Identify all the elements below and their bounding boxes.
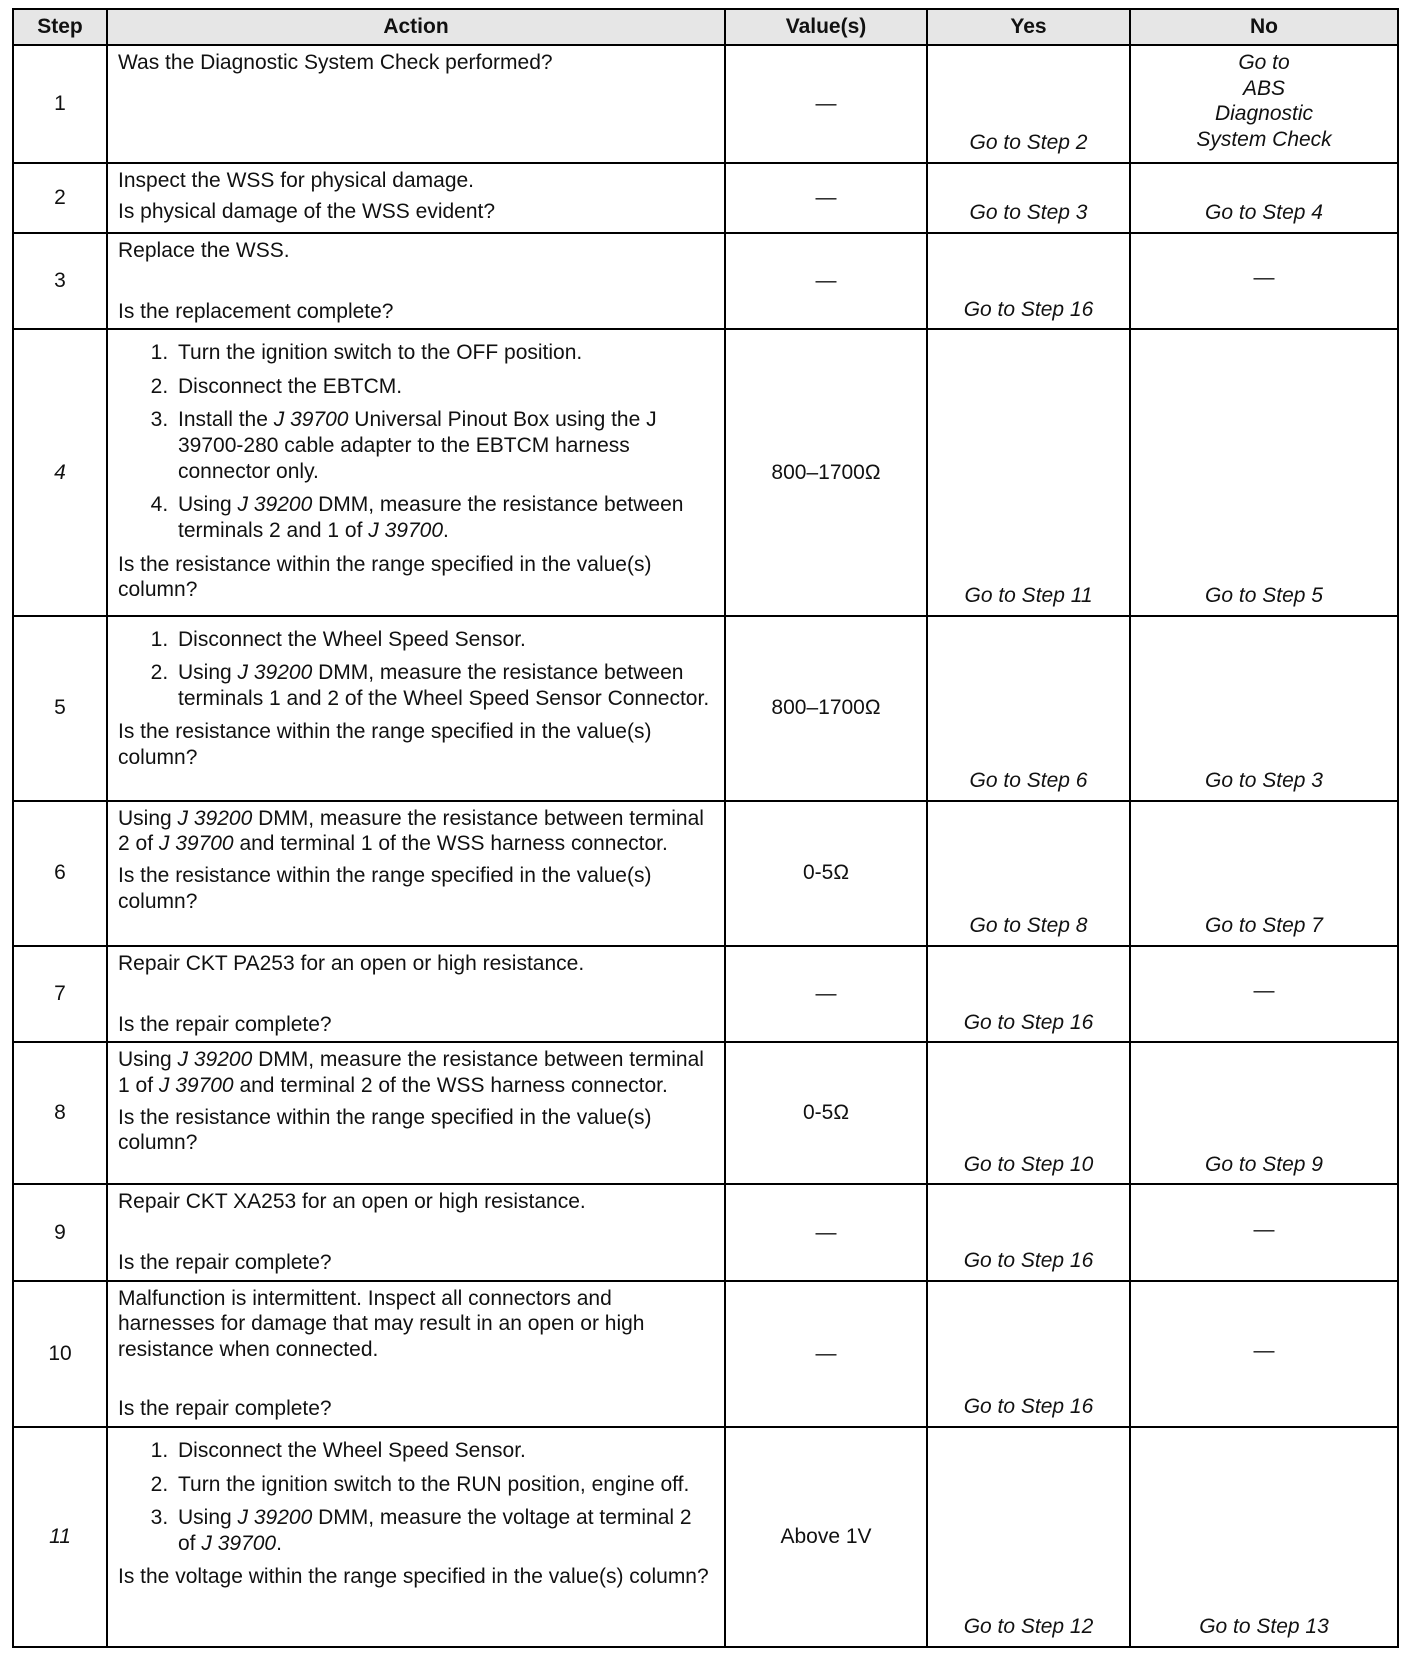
no-cell: Go to Step 5 (1130, 329, 1398, 615)
action-question: Is the voltage within the range specified in the value(s) column? (118, 1565, 709, 1589)
yes-cell: Go to Step 16 (927, 233, 1130, 330)
step-number: 3 (13, 233, 107, 330)
action-text: Replace the WSS. (118, 238, 290, 262)
action-step-list (118, 340, 714, 543)
header-step: Step (13, 9, 107, 45)
step-number: 9 (13, 1184, 107, 1281)
step-number: 5 (13, 616, 107, 801)
yes-cell: Go to Step 12 (927, 1427, 1130, 1647)
action-step-list (118, 627, 714, 712)
table-row (13, 329, 1398, 615)
diagnostic-table (12, 8, 1399, 1648)
step-number: 6 (13, 801, 107, 946)
action-question: Is physical damage of the WSS evident? (118, 200, 496, 224)
value-cell: 800–1700Ω (725, 616, 927, 801)
value-cell: — (725, 45, 927, 163)
action-text: Using J 39200 DMM, measure the resistance between terminal 1 of J 39700 and terminal 2 of the WSS harness connector. (118, 1048, 704, 1097)
no-cell: Go to Step 7 (1130, 801, 1398, 946)
list-item: 2. Using J 39200 DMM, measure the resistance between terminals 1 and 2 of the Wheel Speed Sensor Connector. (174, 660, 714, 711)
action-text: Inspect the WSS for physical damage. (118, 168, 475, 192)
action-cell (107, 946, 725, 1043)
no-cell: Go to Step 3 (1130, 616, 1398, 801)
action-cell (107, 616, 725, 801)
no-link-line: System Check (1196, 127, 1332, 151)
no-cell: Go to Step 13 (1130, 1427, 1398, 1647)
action-cell (107, 233, 725, 330)
step-number: 4 (13, 329, 107, 615)
action-cell (107, 329, 725, 615)
table-row (13, 233, 1398, 330)
value-cell: — (725, 946, 927, 1043)
action-text: Repair CKT PA253 for an open or high resistance. (118, 951, 585, 975)
action-cell (107, 801, 725, 946)
no-cell: — (1130, 1184, 1398, 1281)
value-cell: — (725, 1184, 927, 1281)
action-text: Repair CKT XA253 for an open or high resistance. (118, 1190, 586, 1214)
list-item: 2. Disconnect the EBTCM. (174, 374, 714, 400)
list-item: 3. Using J 39200 DMM, measure the voltage at terminal 2 of J 39700. (174, 1505, 714, 1556)
list-item: 3. Install the J 39700 Universal Pinout Box using the J 39700-280 cable adapter to the EBTCM harness connector only. (174, 407, 714, 484)
table-row (13, 1042, 1398, 1184)
action-question: Is the resistance within the range specified in the value(s) column? (118, 552, 652, 602)
step-number: 10 (13, 1281, 107, 1427)
header-no: No (1130, 9, 1398, 45)
action-question: Is the repair complete? (118, 1012, 332, 1036)
value-cell: — (725, 163, 927, 233)
action-question: Is the resistance within the range specified in the value(s) column? (118, 1105, 652, 1155)
no-cell (1130, 45, 1398, 163)
action-text: Malfunction is intermittent. Inspect all connectors and harnesses for damage that may result in an open or high resistance when connected. (118, 1286, 645, 1362)
no-prefix: Go to (1238, 51, 1290, 74)
table-row (13, 1184, 1398, 1281)
value-cell: 800–1700Ω (725, 329, 927, 615)
yes-cell: Go to Step 16 (927, 946, 1130, 1043)
list-item: 1. Disconnect the Wheel Speed Sensor. (174, 627, 714, 653)
action-question: Is the repair complete? (118, 1251, 332, 1275)
header-row (13, 9, 1398, 45)
yes-cell: Go to Step 10 (927, 1042, 1130, 1184)
list-item: 4. Using J 39200 DMM, measure the resistance between terminals 2 and 1 of J 39700. (174, 492, 714, 543)
table-row (13, 946, 1398, 1043)
action-cell (107, 1184, 725, 1281)
action-text: Was the Diagnostic System Check performed? (118, 51, 553, 74)
step-number: 2 (13, 163, 107, 233)
action-cell (107, 1427, 725, 1647)
action-question: Is the resistance within the range specified in the value(s) column? (118, 863, 652, 913)
step-number: 8 (13, 1042, 107, 1184)
action-cell (107, 1281, 725, 1427)
yes-cell: Go to Step 16 (927, 1281, 1130, 1427)
step-number: 11 (13, 1427, 107, 1647)
value-cell: 0-5Ω (725, 1042, 927, 1184)
action-question: Is the resistance within the range specified in the value(s) column? (118, 720, 652, 770)
action-cell (107, 45, 725, 163)
no-link-line: Diagnostic (1214, 102, 1314, 126)
table-row (13, 163, 1398, 233)
value-cell: — (725, 1281, 927, 1427)
no-cell: — (1130, 1281, 1398, 1427)
yes-cell: Go to Step 6 (927, 616, 1130, 801)
header-action: Action (107, 9, 725, 45)
table-row (13, 616, 1398, 801)
list-item: 1. Turn the ignition switch to the OFF position. (174, 340, 714, 366)
no-cell: — (1130, 233, 1398, 330)
yes-cell: Go to Step 8 (927, 801, 1130, 946)
no-cell: Go to Step 9 (1130, 1042, 1398, 1184)
no-cell: Go to Step 4 (1130, 163, 1398, 233)
header-values: Value(s) (725, 9, 927, 45)
table-row (13, 45, 1398, 163)
yes-cell: Go to Step 3 (927, 163, 1130, 233)
action-cell (107, 163, 725, 233)
action-question: Is the repair complete? (118, 1397, 332, 1421)
no-link-line: ABS (1242, 76, 1286, 100)
yes-cell: Go to Step 16 (927, 1184, 1130, 1281)
header-yes: Yes (927, 9, 1130, 45)
yes-cell: Go to Step 2 (927, 45, 1130, 163)
table-row (13, 1281, 1398, 1427)
list-item: 1. Disconnect the Wheel Speed Sensor. (174, 1438, 714, 1464)
step-number: 7 (13, 946, 107, 1043)
value-cell: Above 1V (725, 1427, 927, 1647)
yes-cell: Go to Step 11 (927, 329, 1130, 615)
value-cell: 0-5Ω (725, 801, 927, 946)
action-text: Using J 39200 DMM, measure the resistance between terminal 2 of J 39700 and terminal 1 of the WSS harness connector. (118, 806, 704, 856)
table-row (13, 801, 1398, 946)
action-question: Is the replacement complete? (118, 299, 394, 323)
table-row (13, 1427, 1398, 1647)
list-item: 2. Turn the ignition switch to the RUN position, engine off. (174, 1472, 714, 1498)
no-cell: — (1130, 946, 1398, 1043)
action-cell (107, 1042, 725, 1184)
step-number: 1 (13, 45, 107, 163)
value-cell: — (725, 233, 927, 330)
action-step-list (118, 1438, 714, 1556)
